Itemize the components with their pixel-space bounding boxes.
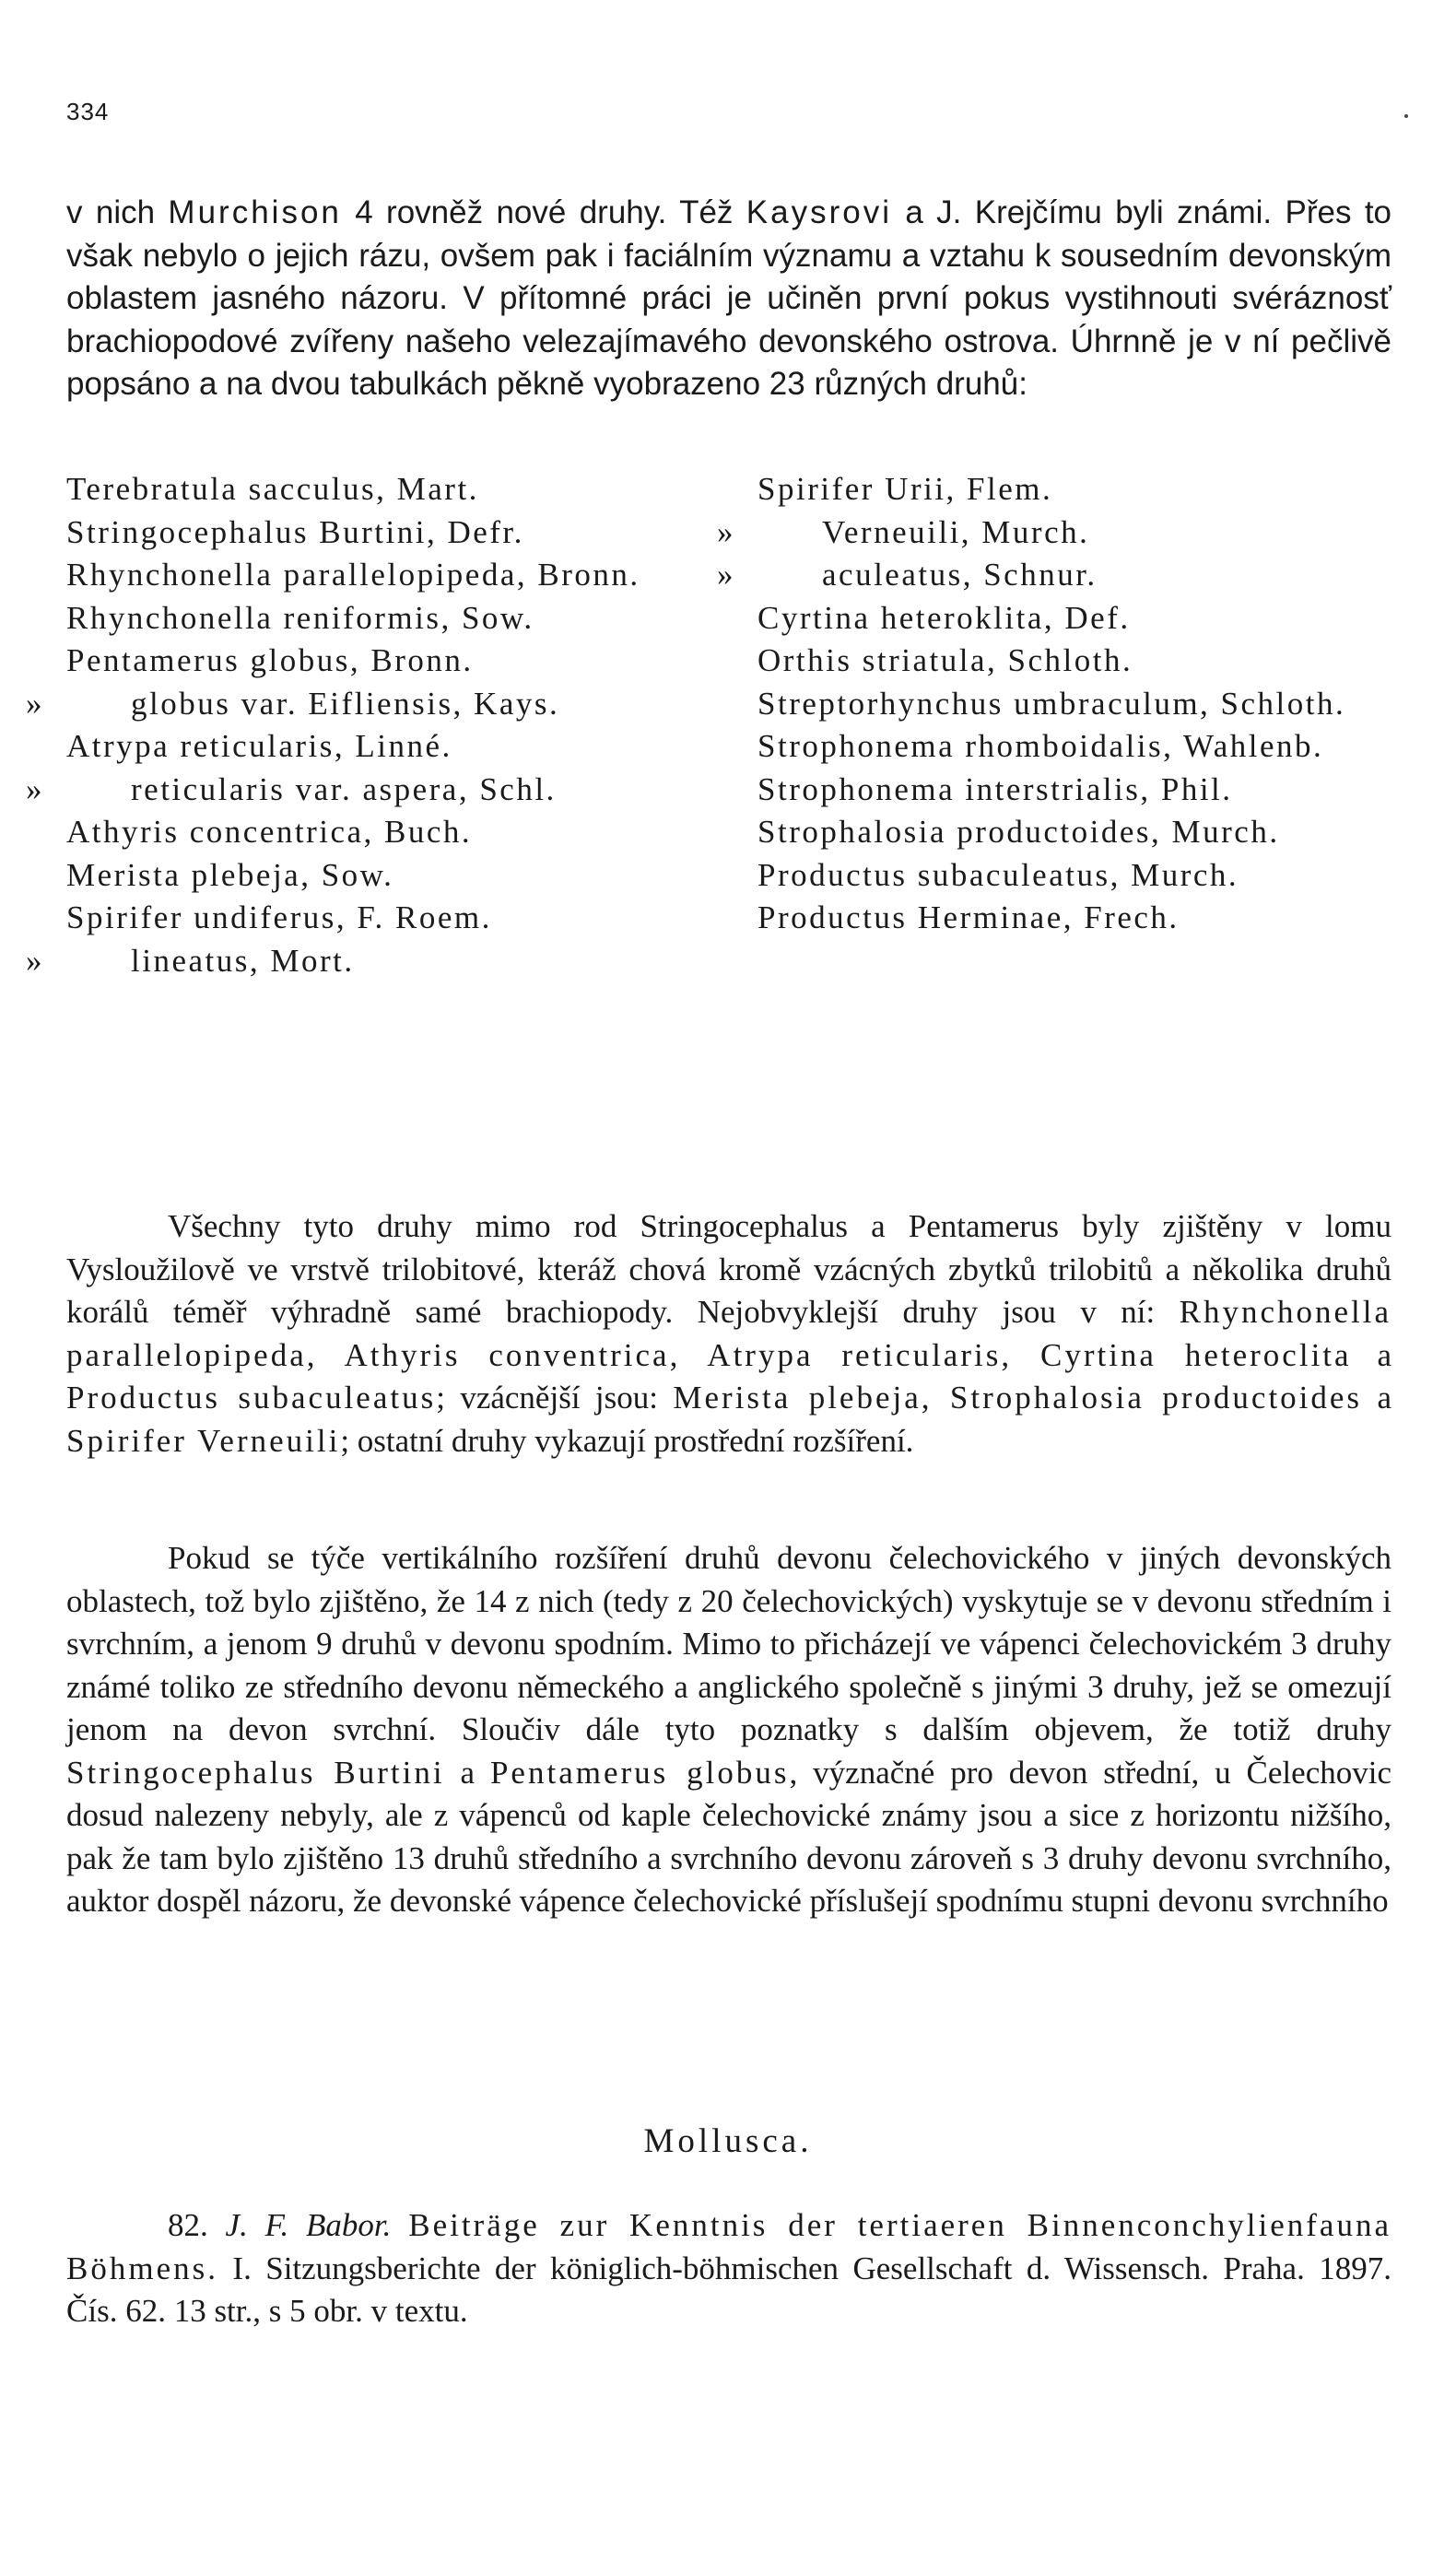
species-item: » globus var. Eifliensis, Kays. — [66, 683, 711, 726]
section-heading-mollusca: Mollusca. — [643, 2122, 813, 2160]
entry-author: J. F. Babor. — [225, 2207, 392, 2243]
species-item: Strophonema rhomboidalis, Wahlenb. — [757, 728, 1324, 764]
emphasized-species: Merista plebeja, Strophalosia productoides — [673, 1380, 1363, 1416]
ditto-mark: » — [717, 557, 735, 593]
species-list-left — [26, 468, 711, 982]
species-item: Streptorhynchus umbraculum, Schloth. — [757, 685, 1346, 722]
species-item: Rhynchonella parallelopipeda, Bronn. — [66, 557, 640, 593]
species-item: Atrypa reticularis, Linné. — [66, 728, 452, 764]
page-number: 334 — [66, 98, 110, 125]
species-item: Pentamerus globus, Bronn. — [66, 642, 474, 678]
ditto-mark: » — [26, 942, 44, 979]
entry-number: 82. — [168, 2207, 208, 2243]
paragraph-occurrence: Všechny tyto druhy mimo rod Stringocephalus a Pentamerus byly zjištěny v lomu Vysloužilově ve vrstvě trilobitové, kteráž chová kromě vzácných zbytků trilobitů a několika druhů korálů téměř výhradně samé brachiopody. Nejobvyklejší druhy jsou v ní: Rhynchonella parallelopipeda, Athyris conventrica, Atrypa reticularis, Cyrtina heteroclita a Productus subaculeatus; vzácnější jsou: Merista plebeja, Strophalosia productoides a Spirifer Verneuili; ostatní druhy vykazují prostřední rozšíření. — [66, 1208, 1391, 1459]
species-item: Strophalosia productoides, Murch. — [757, 814, 1280, 850]
entry-title: Beiträge zur Kenntnis der tertiaeren Binnenconchylienfauna Böhmens. — [66, 2207, 1391, 2286]
intro-author-kaysrovi: Kaysrovi — [746, 194, 893, 230]
species-item: » lineatus, Mort. — [66, 940, 711, 983]
scan-speck — [1404, 114, 1408, 118]
species-item: Cyrtina heteroklita, Def. — [757, 599, 1131, 636]
intro-author-murchison: Murchison — [168, 194, 342, 230]
ditto-mark: » — [26, 770, 44, 807]
entry-details: I. Sitzungsberichte der königlich-böhmischen Gesellschaft d. Wissensch. Praha. 1897. Čís. 62. 13 str., s 5 obr. v textu. — [66, 2250, 1391, 2329]
intro-text-2: 4 rovněž nové druhy. Též — [341, 194, 746, 230]
species-item: Rhynchonella reniformis, Sow. — [66, 599, 534, 636]
species-item: » Verneuili, Murch. — [757, 511, 1393, 555]
emphasized-species: Pentamerus globus — [489, 1754, 790, 1791]
species-item: Athyris concentrica, Buch. — [66, 814, 473, 850]
species-item: Spirifer undiferus, F. Roem. — [66, 899, 492, 935]
species-item: Productus subaculeatus, Murch. — [757, 856, 1239, 893]
species-item: Productus Herminae, Frech. — [757, 899, 1180, 935]
paragraph-vertical-distribution: Pokud se týče vertikálního rozšíření druhů devonu čelechovického v jiných devonských oblastech, tož bylo zjištěno, že 14 z nich (tedy z 20 čelechovických) vyskytuje se v devonu středním i svrchním, a jenom 9 druhů v devonu spodním. Mimo to přicházejí ve vápenci čelechovickém 3 druhy známé toliko ze středního devonu německého a anglického společně s jinými 3 druhy, jež se omezují jenom na devon svrchní. Sloučiv dále tyto poznatky s dalším objevem, že totiž druhy Stringocephalus Burtini a Pentamerus globus, význačné pro devon střední, u Čelechovic dosud nalezeny nebyly, ale z vápenců od kaple čelechovické známy jsou a sice z horizontu nižšího, pak že tam bylo zjištěno 13 druhů středního a svrchního devonu zároveň s 3 druhy devonu svrchního, auktor dospěl názoru, že devonské vápence čelechovické příslušejí spodnímu stupni devonu svrchního — [66, 1540, 1391, 1919]
species-item: Strophonema interstrialis, Phil. — [757, 770, 1233, 807]
intro-text-3: a J. Krejčímu byli známi. Přes to však nebylo o jejich rázu, ovšem pak i faciálním významu a vztahu k sousedním devonským oblastem jasného názoru. V přítomné práci je učiněn první pokus vystihnouti svéráznosť brachiopodové zvířeny našeho velezajímavého devonského ostrova. Úhrnně je v ní pečlivě popsáno a na dvou tabulkách pěkně vyobrazeno 23 různých druhů: — [66, 194, 1392, 402]
species-item: Spirifer Urii, Flem. — [757, 471, 1053, 507]
species-list-right — [717, 468, 1393, 940]
species-item: » aculeatus, Schnur. — [757, 554, 1393, 597]
emphasized-species: Stringocephalus Burtini — [66, 1754, 445, 1791]
emphasized-species: Spirifer Verneuili — [66, 1422, 341, 1459]
intro-text-1: v nich — [66, 194, 169, 230]
species-item: » reticularis var. aspera, Schl. — [66, 769, 711, 812]
species-item: Terebratula sacculus, Mart. — [66, 471, 479, 507]
ditto-mark: » — [717, 513, 735, 550]
intro-paragraph — [66, 192, 1391, 406]
species-item: Stringocephalus Burtini, Defr. — [66, 513, 524, 550]
species-item: Orthis striatula, Schloth. — [757, 642, 1133, 678]
bibliography-entry — [66, 2204, 1391, 2333]
species-item: Merista plebeja, Sow. — [66, 856, 394, 893]
emphasized-species: Productus subaculeatus — [66, 1380, 437, 1416]
ditto-mark: » — [26, 685, 44, 722]
emphasized-species: Rhynchonella parallelopipeda, Athyris conventrica, Atrypa reticularis, Cyrtina heteroclita — [66, 1294, 1391, 1373]
